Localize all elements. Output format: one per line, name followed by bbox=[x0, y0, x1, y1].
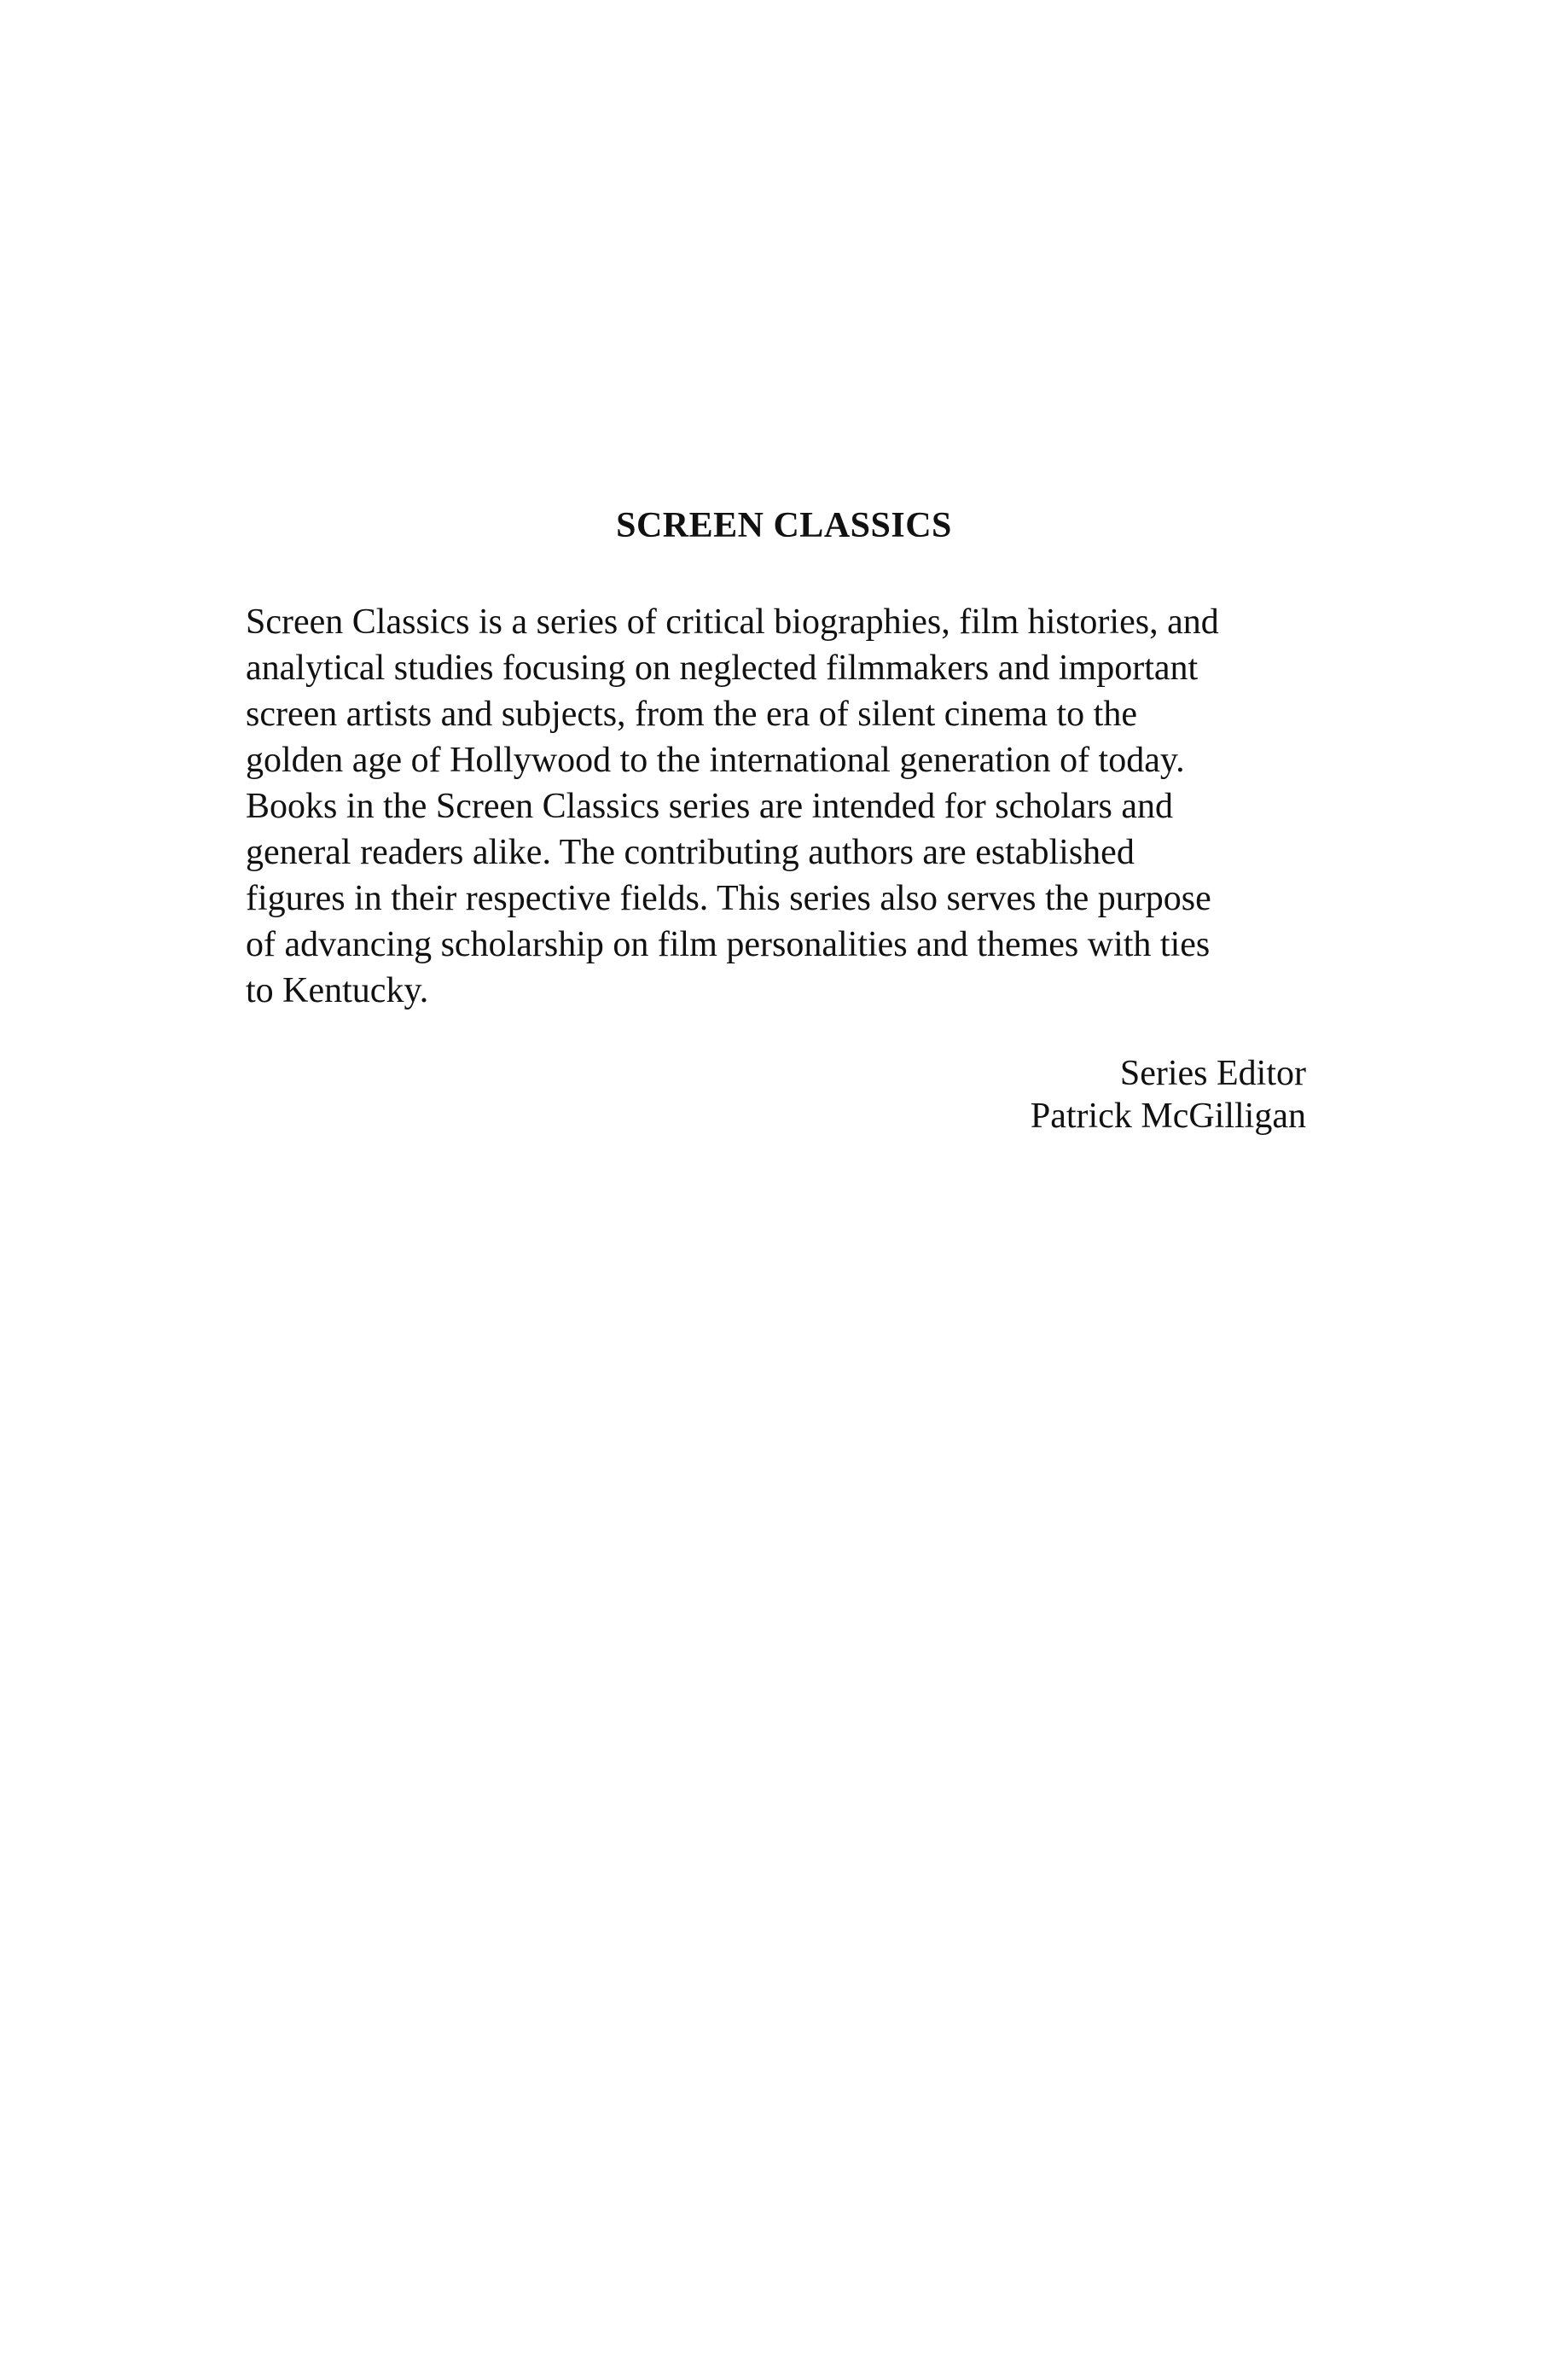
description-line: golden age of Hollywood to the international generation of today. bbox=[246, 741, 1185, 780]
description-line: general readers alike. The contributing authors are established bbox=[246, 833, 1135, 872]
description-line: Screen Classics is a series of critical biographies, film histories, and bbox=[246, 602, 1219, 642]
description-line: figures in their respective fields. This series also serves the purpose bbox=[246, 879, 1211, 918]
series-description bbox=[246, 599, 1355, 1014]
description-line: Books in the Screen Classics series are intended for scholars and bbox=[246, 787, 1174, 826]
description-line: to Kentucky. bbox=[246, 971, 429, 1010]
description-line: analytical studies focusing on neglected filmmakers and important bbox=[246, 649, 1199, 688]
editor-name: Patrick McGilligan bbox=[1030, 1097, 1306, 1136]
editor-signature bbox=[1031, 1052, 1306, 1137]
description-line: screen artists and subjects, from the era of silent cinema to the bbox=[246, 695, 1137, 734]
description-line: of advancing scholarship on film personalities and themes with ties bbox=[246, 925, 1211, 964]
page-title: SCREEN CLASSICS bbox=[616, 506, 952, 545]
editor-role: Series Editor bbox=[1119, 1054, 1306, 1093]
